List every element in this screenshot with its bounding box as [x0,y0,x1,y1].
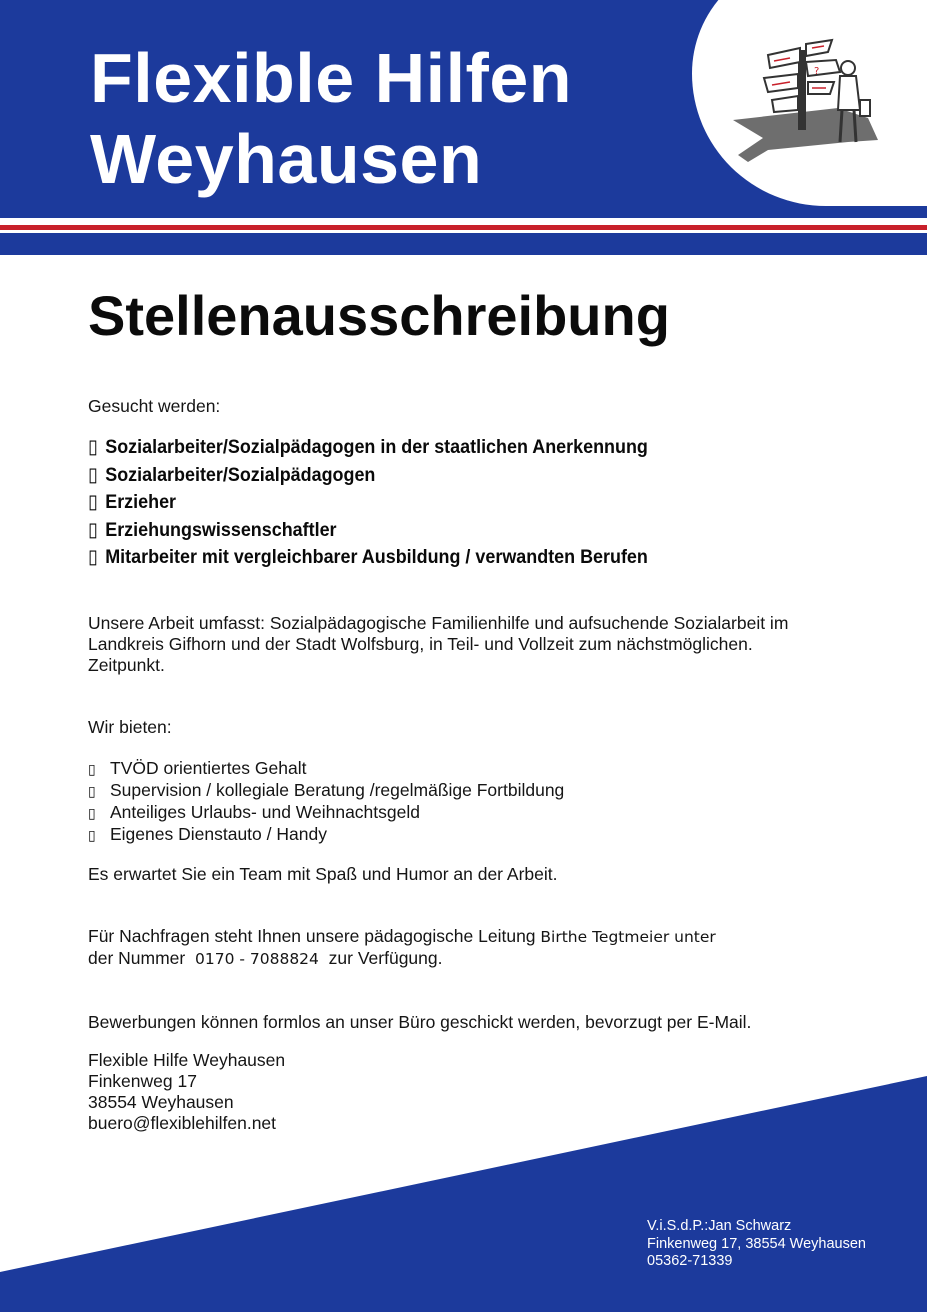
sought-positions-list [88,434,697,572]
contact-email: buero@flexiblehilfen.net [88,1113,277,1133]
imprint-line: 05362-71339 [647,1253,733,1269]
imprint-line: V.i.S.d.P.:Jan Schwarz [647,1218,792,1234]
imprint [647,1218,866,1271]
brand-title-line2: Weyhausen [90,120,483,198]
contact-city: 38554 Weyhausen [88,1092,234,1112]
list-item: ▯ Sozialarbeiter/Sozialpädagogen in der staatlichen Anerkennung [88,434,648,462]
list-item: ▯ Anteiliges Urlaubs- und Weihnachtsgeld [88,802,420,822]
inquiry-line1: Für Nachfragen steht Ihnen unsere pädagogische Leitung [88,926,536,946]
contact-person-name: Birthe Tegtmeier unter [540,928,716,946]
header-stripe-white [0,218,927,225]
checkbox-icon: ▯ [88,436,98,458]
phone-number: 0170 - 7088824 [194,950,319,968]
application-text: Bewerbungen können formlos an unser Büro geschickt werden, bevorzugt per E-Mail. [88,1012,752,1032]
contact-org: Flexible Hilfe Weyhausen [88,1050,286,1070]
page-heading: Stellenausschreibung [88,284,670,347]
brand-title-line1: Flexible Hilfen [90,39,573,117]
footer-band [0,1076,927,1312]
contact-street: Finkenweg 17 [88,1071,197,1091]
imprint-line: Finkenweg 17, 38554 Weyhausen [647,1235,866,1252]
bullet-icon: ▯ [88,805,96,821]
sought-intro: Gesucht werden: [88,396,221,416]
bullet-icon: ▯ [88,783,96,799]
checkbox-icon: ▯ [88,463,98,486]
list-item: ▯ Eigenes Dienstauto / Handy [88,824,327,844]
list-item: ▯ Erziehungswissenschaftler [88,517,648,545]
inquiry-line2: der Nummer [88,948,186,968]
bullet-icon: ▯ [88,761,96,777]
list-item: ▯ Supervision / kollegiale Beratung /regelmäßige Fortbildung [88,780,565,800]
list-item: ▯ TVÖD orientiertes Gehalt [88,758,307,778]
checkbox-icon: ▯ [88,546,98,568]
offer-list [88,758,564,846]
work-description: Unsere Arbeit umfasst: Sozialpädagogische Familienhilfe und aufsuchende Sozialarbeit im Landkreis Gifhorn und der Stadt Wolfsburg, in Teil- und Vollzeit zum nächstmöglichen. Zeitpunkt. [88,613,789,675]
signpost-person-icon [728,30,888,175]
list-item: ▯ Sozialarbeiter/Sozialpädagogen [88,462,648,490]
header-stripe-blue [0,233,927,255]
offer-intro: Wir bieten: [88,717,172,737]
svg-text:?: ? [814,66,820,77]
list-item: ▯ Mitarbeiter mit vergleichbarer Ausbildung / verwandten Berufen [88,544,648,572]
checkbox-icon: ▯ [88,491,98,513]
inquiry-line2-end: zur Verfügung. [328,948,443,968]
team-text: Es erwartet Sie ein Team mit Spaß und Humor an der Arbeit. [88,864,558,884]
list-item: ▯ Erzieher [88,489,648,517]
bullet-icon: ▯ [88,827,96,843]
inquiry-text [88,926,716,970]
checkbox-icon: ▯ [88,518,98,541]
